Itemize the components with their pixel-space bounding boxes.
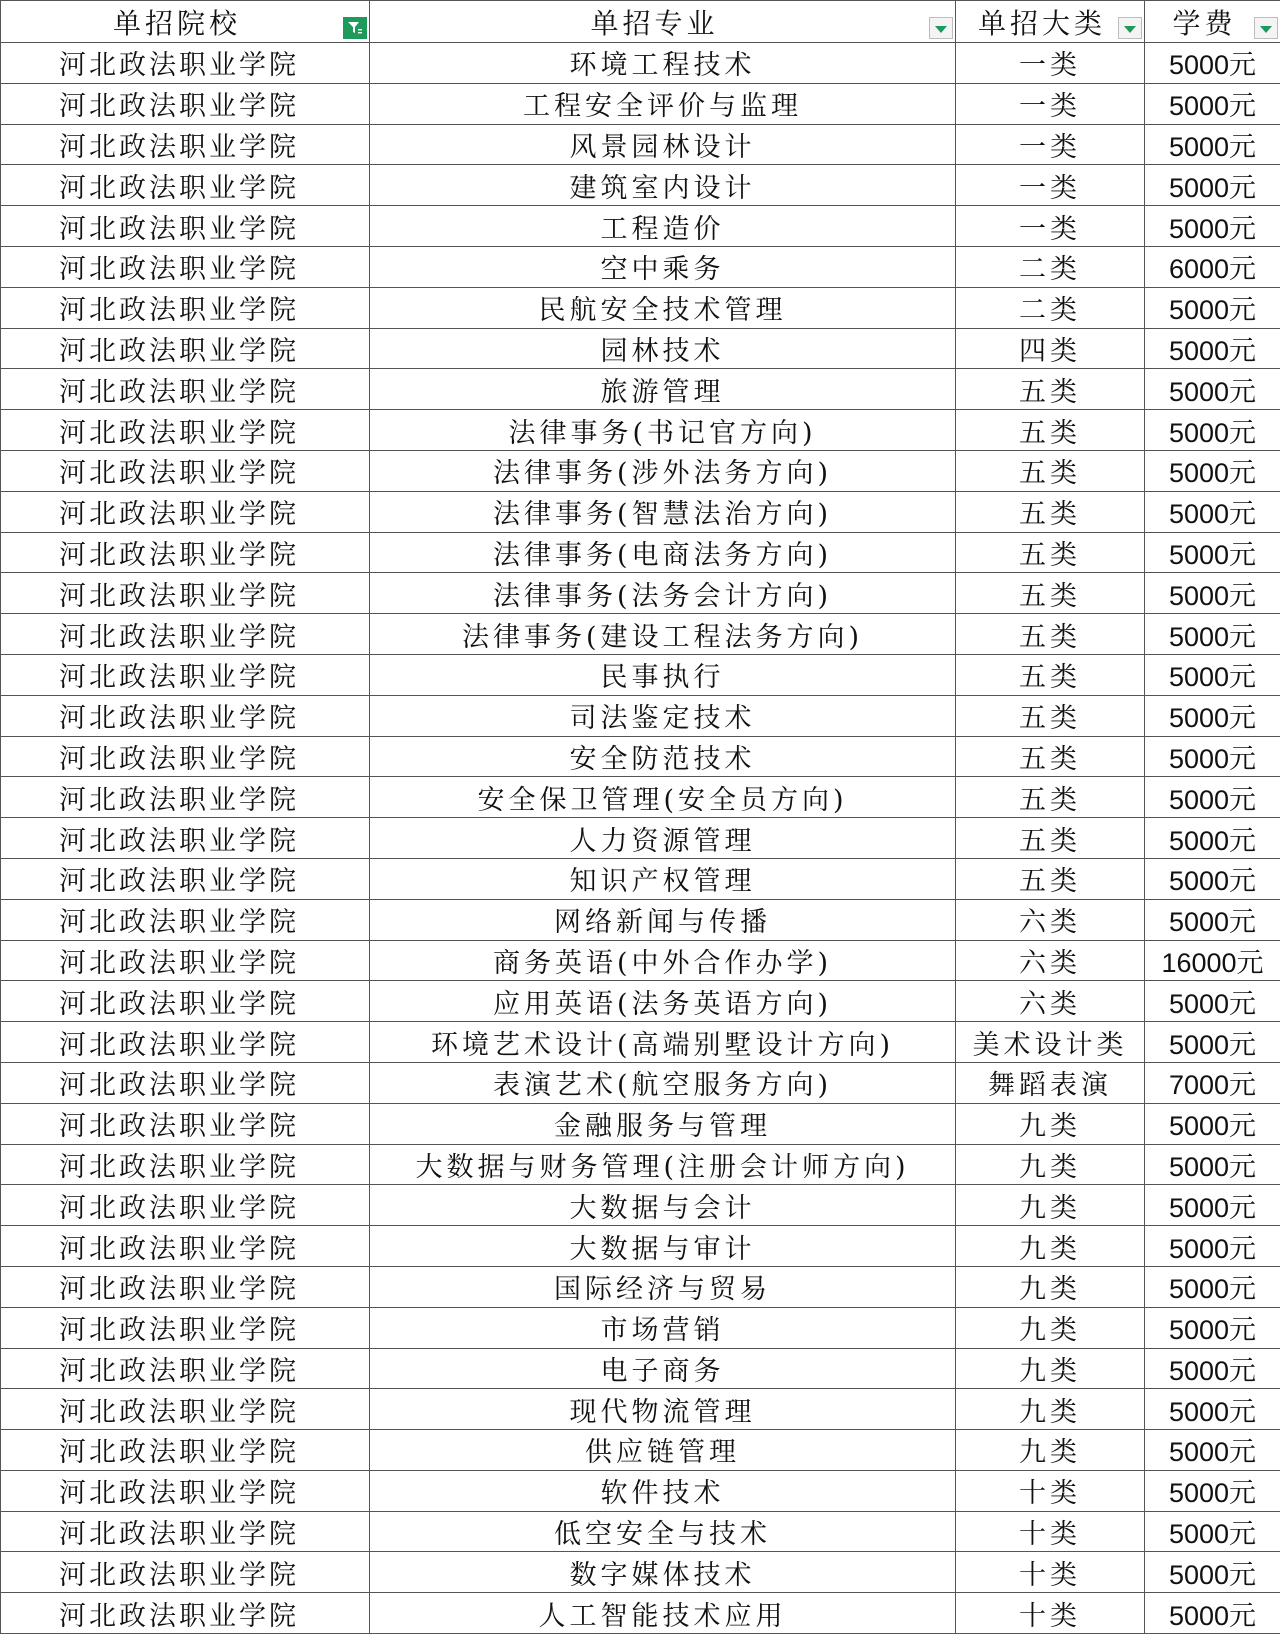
fee-amount: 5000 <box>1169 744 1229 774</box>
fee-unit: 元 <box>1229 132 1256 163</box>
fee-amount: 7000 <box>1169 1070 1229 1100</box>
cell-school[interactable]: 河北政法职业学院 <box>1 410 370 451</box>
cell-major[interactable]: 现代物流管理 <box>370 1389 956 1430</box>
fee-unit: 元 <box>1229 622 1256 653</box>
table-row <box>1 287 1280 328</box>
cell-fee[interactable] <box>1145 1511 1280 1552</box>
cell-category[interactable]: 五类 <box>956 818 1145 859</box>
cell-fee[interactable] <box>1145 165 1280 206</box>
major-filter-button[interactable] <box>929 17 953 39</box>
fee-amount: 5000 <box>1169 622 1229 652</box>
fee-amount: 5000 <box>1169 1030 1229 1060</box>
cell-category[interactable]: 五类 <box>956 777 1145 818</box>
cell-major[interactable]: 建筑室内设计 <box>370 165 956 206</box>
cell-category[interactable]: 五类 <box>956 450 1145 491</box>
cell-fee[interactable] <box>1145 450 1280 491</box>
fee-unit: 元 <box>1229 1152 1256 1183</box>
header-category-label: 单招大类 <box>978 2 1106 42</box>
cell-major[interactable]: 园林技术 <box>370 328 956 369</box>
cell-school[interactable]: 河北政法职业学院 <box>1 246 370 287</box>
cell-category[interactable]: 五类 <box>956 695 1145 736</box>
cell-major[interactable]: 法律事务(建设工程法务方向) <box>370 614 956 655</box>
cell-fee[interactable] <box>1145 818 1280 859</box>
cell-category[interactable]: 二类 <box>956 246 1145 287</box>
cell-school[interactable]: 河北政法职业学院 <box>1 1348 370 1389</box>
cell-category[interactable]: 九类 <box>956 1430 1145 1471</box>
cell-fee[interactable] <box>1145 124 1280 165</box>
fee-amount: 16000 <box>1161 948 1236 978</box>
cell-school[interactable]: 河北政法职业学院 <box>1 83 370 124</box>
table-row <box>1 83 1280 124</box>
cell-school[interactable]: 河北政法职业学院 <box>1 165 370 206</box>
fee-unit: 元 <box>1229 50 1256 81</box>
cell-major[interactable]: 人力资源管理 <box>370 818 956 859</box>
cell-school[interactable]: 河北政法职业学院 <box>1 369 370 410</box>
table-body <box>1 43 1280 1634</box>
cell-school[interactable]: 河北政法职业学院 <box>1 1144 370 1185</box>
fee-unit: 元 <box>1229 377 1256 408</box>
fee-unit: 元 <box>1229 1601 1256 1632</box>
cell-fee[interactable] <box>1145 573 1280 614</box>
fee-unit: 元 <box>1229 1193 1256 1224</box>
header-school-label: 单招院校 <box>113 2 241 42</box>
cell-major[interactable]: 法律事务(书记官方向) <box>370 410 956 451</box>
cell-school[interactable]: 河北政法职业学院 <box>1 654 370 695</box>
cell-category[interactable]: 一类 <box>956 83 1145 124</box>
cell-major[interactable]: 供应链管理 <box>370 1430 956 1471</box>
cell-fee[interactable] <box>1145 491 1280 532</box>
table-row <box>1 491 1280 532</box>
fee-unit: 元 <box>1229 336 1256 367</box>
cell-school[interactable]: 河北政法职业学院 <box>1 1307 370 1348</box>
cell-school[interactable]: 河北政法职业学院 <box>1 1389 370 1430</box>
cell-category[interactable]: 六类 <box>956 981 1145 1022</box>
header-row <box>1 1 1280 43</box>
fee-amount: 5000 <box>1169 1356 1229 1386</box>
cell-category[interactable]: 九类 <box>956 1307 1145 1348</box>
fee-unit: 元 <box>1229 1234 1256 1265</box>
fee-amount: 5000 <box>1169 1560 1229 1590</box>
fee-amount: 5000 <box>1169 907 1229 937</box>
funnel-filter-active-icon <box>347 20 363 36</box>
fee-amount: 5000 <box>1169 866 1229 896</box>
table-row <box>1 532 1280 573</box>
fee-unit: 元 <box>1229 1070 1256 1101</box>
fee-unit: 元 <box>1229 866 1256 897</box>
fee-unit: 元 <box>1229 1274 1256 1305</box>
cell-category[interactable]: 五类 <box>956 410 1145 451</box>
cell-major[interactable]: 环境艺术设计(高端别墅设计方向) <box>370 1022 956 1063</box>
cell-category[interactable]: 六类 <box>956 940 1145 981</box>
fee-amount: 5000 <box>1169 785 1229 815</box>
cell-school[interactable]: 河北政法职业学院 <box>1 450 370 491</box>
table-row <box>1 1103 1280 1144</box>
cell-major[interactable]: 电子商务 <box>370 1348 956 1389</box>
cell-category[interactable]: 九类 <box>956 1266 1145 1307</box>
cell-category[interactable]: 九类 <box>956 1348 1145 1389</box>
fee-unit: 元 <box>1229 1397 1256 1428</box>
cell-category[interactable]: 一类 <box>956 165 1145 206</box>
cell-category[interactable]: 一类 <box>956 206 1145 247</box>
cell-fee[interactable] <box>1145 1348 1280 1389</box>
fee-unit: 元 <box>1229 581 1256 612</box>
cell-school[interactable]: 河北政法职业学院 <box>1 1593 370 1634</box>
table-row <box>1 450 1280 491</box>
table-row <box>1 818 1280 859</box>
cell-major[interactable]: 数字媒体技术 <box>370 1552 956 1593</box>
fee-unit: 元 <box>1229 1519 1256 1550</box>
cell-school[interactable]: 河北政法职业学院 <box>1 1552 370 1593</box>
table-row <box>1 369 1280 410</box>
cell-category[interactable]: 五类 <box>956 369 1145 410</box>
cell-fee[interactable] <box>1145 1022 1280 1063</box>
table-row <box>1 654 1280 695</box>
cell-school[interactable]: 河北政法职业学院 <box>1 491 370 532</box>
cell-category[interactable]: 五类 <box>956 614 1145 655</box>
cell-school[interactable]: 河北政法职业学院 <box>1 206 370 247</box>
table-row <box>1 981 1280 1022</box>
table-row <box>1 1552 1280 1593</box>
cell-category[interactable]: 舞蹈表演 <box>956 1062 1145 1103</box>
cell-major[interactable]: 旅游管理 <box>370 369 956 410</box>
fee-unit: 元 <box>1229 1437 1256 1468</box>
cell-school[interactable]: 河北政法职业学院 <box>1 899 370 940</box>
cell-fee[interactable] <box>1145 1307 1280 1348</box>
cell-category[interactable]: 一类 <box>956 43 1145 84</box>
cell-school[interactable]: 河北政法职业学院 <box>1 614 370 655</box>
table-row <box>1 695 1280 736</box>
fee-amount: 5000 <box>1169 1478 1229 1508</box>
table-row <box>1 858 1280 899</box>
school-filter-button[interactable] <box>343 17 367 39</box>
table-row <box>1 410 1280 451</box>
header-category[interactable] <box>956 1 1145 43</box>
table-row <box>1 328 1280 369</box>
table-row <box>1 1470 1280 1511</box>
table-row <box>1 1348 1280 1389</box>
table-row <box>1 1266 1280 1307</box>
table-row <box>1 736 1280 777</box>
fee-amount: 5000 <box>1169 1315 1229 1345</box>
fee-unit: 元 <box>1229 173 1256 204</box>
header-major-label: 单招专业 <box>590 2 718 42</box>
fee-unit: 元 <box>1229 254 1256 285</box>
fee-amount: 5000 <box>1169 989 1229 1019</box>
fee-amount: 5000 <box>1169 1519 1229 1549</box>
fee-unit: 元 <box>1229 826 1256 857</box>
cell-school[interactable]: 河北政法职业学院 <box>1 940 370 981</box>
cell-category[interactable]: 五类 <box>956 532 1145 573</box>
cell-major[interactable]: 工程安全评价与监理 <box>370 83 956 124</box>
header-fee[interactable] <box>1145 1 1280 43</box>
cell-major[interactable]: 软件技术 <box>370 1470 956 1511</box>
cell-fee[interactable] <box>1145 777 1280 818</box>
cell-fee[interactable] <box>1145 83 1280 124</box>
fee-unit: 元 <box>1229 785 1256 816</box>
table-row <box>1 1144 1280 1185</box>
cell-major[interactable]: 工程造价 <box>370 206 956 247</box>
cell-major[interactable]: 表演艺术(航空服务方向) <box>370 1062 956 1103</box>
fee-unit: 元 <box>1229 1478 1256 1509</box>
fee-unit: 元 <box>1229 662 1256 693</box>
cell-category[interactable]: 十类 <box>956 1511 1145 1552</box>
cell-fee[interactable] <box>1145 287 1280 328</box>
cell-school[interactable]: 河北政法职业学院 <box>1 1470 370 1511</box>
table-row <box>1 899 1280 940</box>
cell-category[interactable]: 五类 <box>956 858 1145 899</box>
fee-unit: 元 <box>1229 499 1256 530</box>
table-row <box>1 1307 1280 1348</box>
fee-amount: 5000 <box>1169 418 1229 448</box>
cell-major[interactable]: 网络新闻与传播 <box>370 899 956 940</box>
cell-school[interactable]: 河北政法职业学院 <box>1 818 370 859</box>
dropdown-arrow-icon <box>1260 26 1272 33</box>
fee-amount: 5000 <box>1169 1437 1229 1467</box>
cell-fee[interactable] <box>1145 1185 1280 1226</box>
cell-fee[interactable] <box>1145 1430 1280 1471</box>
cell-major[interactable]: 大数据与会计 <box>370 1185 956 1226</box>
fee-amount: 5000 <box>1169 662 1229 692</box>
cell-fee[interactable] <box>1145 1144 1280 1185</box>
cell-category[interactable]: 十类 <box>956 1552 1145 1593</box>
fee-amount: 5000 <box>1169 703 1229 733</box>
header-fee-label: 学费 <box>1172 2 1236 42</box>
cell-category[interactable]: 五类 <box>956 573 1145 614</box>
table-row <box>1 1389 1280 1430</box>
fee-unit: 元 <box>1229 91 1256 122</box>
table-row <box>1 246 1280 287</box>
fee-amount: 5000 <box>1169 1234 1229 1264</box>
cell-school[interactable]: 河北政法职业学院 <box>1 573 370 614</box>
cell-category[interactable]: 二类 <box>956 287 1145 328</box>
cell-category[interactable]: 九类 <box>956 1144 1145 1185</box>
fee-amount: 5000 <box>1169 50 1229 80</box>
cell-category[interactable]: 九类 <box>956 1226 1145 1267</box>
cell-fee[interactable] <box>1145 1266 1280 1307</box>
cell-school[interactable]: 河北政法职业学院 <box>1 124 370 165</box>
cell-category[interactable]: 四类 <box>956 328 1145 369</box>
table-row <box>1 940 1280 981</box>
cell-school[interactable]: 河北政法职业学院 <box>1 1062 370 1103</box>
fee-unit: 元 <box>1229 295 1256 326</box>
fee-amount: 5000 <box>1169 499 1229 529</box>
header-school[interactable] <box>1 1 370 43</box>
cell-major[interactable]: 法律事务(涉外法务方向) <box>370 450 956 491</box>
cell-school[interactable]: 河北政法职业学院 <box>1 1103 370 1144</box>
cell-major[interactable]: 法律事务(法务会计方向) <box>370 573 956 614</box>
cell-category[interactable]: 九类 <box>956 1389 1145 1430</box>
fee-unit: 元 <box>1229 1111 1256 1142</box>
cell-major[interactable]: 环境工程技术 <box>370 43 956 84</box>
table-row <box>1 1226 1280 1267</box>
fee-amount: 5000 <box>1169 1601 1229 1631</box>
fee-amount: 5000 <box>1169 458 1229 488</box>
cell-major[interactable]: 法律事务(电商法务方向) <box>370 532 956 573</box>
cell-major[interactable]: 空中乘务 <box>370 246 956 287</box>
cell-fee[interactable] <box>1145 1593 1280 1634</box>
cell-school[interactable]: 河北政法职业学院 <box>1 287 370 328</box>
table-row <box>1 614 1280 655</box>
cell-fee[interactable] <box>1145 940 1280 981</box>
table-row <box>1 573 1280 614</box>
cell-major[interactable]: 国际经济与贸易 <box>370 1266 956 1307</box>
fee-amount: 5000 <box>1169 132 1229 162</box>
dropdown-arrow-icon <box>1124 26 1136 33</box>
cell-category[interactable]: 九类 <box>956 1103 1145 1144</box>
fee-amount: 5000 <box>1169 540 1229 570</box>
dropdown-arrow-icon <box>935 26 947 33</box>
fee-unit: 元 <box>1237 948 1264 979</box>
table-row <box>1 1062 1280 1103</box>
cell-fee[interactable] <box>1145 1389 1280 1430</box>
cell-fee[interactable] <box>1145 614 1280 655</box>
fee-unit: 元 <box>1229 540 1256 571</box>
category-filter-button[interactable] <box>1118 17 1142 39</box>
cell-category[interactable]: 十类 <box>956 1593 1145 1634</box>
cell-fee[interactable] <box>1145 328 1280 369</box>
cell-category[interactable]: 五类 <box>956 491 1145 532</box>
table-row <box>1 1511 1280 1552</box>
cell-major[interactable]: 安全防范技术 <box>370 736 956 777</box>
fee-amount: 6000 <box>1169 254 1229 284</box>
cell-school[interactable]: 河北政法职业学院 <box>1 532 370 573</box>
cell-major[interactable]: 人工智能技术应用 <box>370 1593 956 1634</box>
fee-unit: 元 <box>1229 744 1256 775</box>
fee-amount: 5000 <box>1169 91 1229 121</box>
cell-major[interactable]: 应用英语(法务英语方向) <box>370 981 956 1022</box>
cell-fee[interactable] <box>1145 654 1280 695</box>
cell-school[interactable]: 河北政法职业学院 <box>1 1022 370 1063</box>
cell-fee[interactable] <box>1145 246 1280 287</box>
fee-amount: 5000 <box>1169 377 1229 407</box>
cell-school[interactable]: 河北政法职业学院 <box>1 1185 370 1226</box>
cell-major[interactable]: 风景园林设计 <box>370 124 956 165</box>
cell-school[interactable]: 河北政法职业学院 <box>1 1226 370 1267</box>
cell-category[interactable]: 五类 <box>956 736 1145 777</box>
cell-major[interactable]: 大数据与财务管理(注册会计师方向) <box>370 1144 956 1185</box>
cell-major[interactable]: 金融服务与管理 <box>370 1103 956 1144</box>
cell-major[interactable]: 市场营销 <box>370 1307 956 1348</box>
table-row <box>1 777 1280 818</box>
cell-category[interactable]: 一类 <box>956 124 1145 165</box>
cell-school[interactable]: 河北政法职业学院 <box>1 736 370 777</box>
fee-unit: 元 <box>1229 1560 1256 1591</box>
fee-unit: 元 <box>1229 1315 1256 1346</box>
fee-amount: 5000 <box>1169 581 1229 611</box>
cell-fee[interactable] <box>1145 981 1280 1022</box>
cell-school[interactable]: 河北政法职业学院 <box>1 1430 370 1471</box>
cell-fee[interactable] <box>1145 1103 1280 1144</box>
cell-fee[interactable] <box>1145 1470 1280 1511</box>
cell-category[interactable]: 九类 <box>956 1185 1145 1226</box>
cell-school[interactable]: 河北政法职业学院 <box>1 858 370 899</box>
fee-unit: 元 <box>1229 907 1256 938</box>
fee-unit: 元 <box>1229 1030 1256 1061</box>
fee-unit: 元 <box>1229 989 1256 1020</box>
fee-amount: 5000 <box>1169 295 1229 325</box>
cell-fee[interactable] <box>1145 899 1280 940</box>
table-row <box>1 1022 1280 1063</box>
cell-school[interactable]: 河北政法职业学院 <box>1 1511 370 1552</box>
cell-major[interactable]: 民航安全技术管理 <box>370 287 956 328</box>
cell-school[interactable]: 河北政法职业学院 <box>1 43 370 84</box>
fee-filter-button[interactable] <box>1254 17 1278 39</box>
cell-fee[interactable] <box>1145 858 1280 899</box>
fee-amount: 5000 <box>1169 1152 1229 1182</box>
cell-fee[interactable] <box>1145 695 1280 736</box>
cell-school[interactable]: 河北政法职业学院 <box>1 695 370 736</box>
fee-unit: 元 <box>1229 1356 1256 1387</box>
cell-major[interactable]: 法律事务(智慧法治方向) <box>370 491 956 532</box>
cell-major[interactable]: 大数据与审计 <box>370 1226 956 1267</box>
cell-major[interactable]: 司法鉴定技术 <box>370 695 956 736</box>
fee-amount: 5000 <box>1169 173 1229 203</box>
cell-category[interactable]: 五类 <box>956 654 1145 695</box>
table-row <box>1 43 1280 84</box>
cell-major[interactable]: 低空安全与技术 <box>370 1511 956 1552</box>
fee-amount: 5000 <box>1169 826 1229 856</box>
table-row <box>1 1430 1280 1471</box>
cell-fee[interactable] <box>1145 1552 1280 1593</box>
table-row <box>1 1185 1280 1226</box>
fee-amount: 5000 <box>1169 1193 1229 1223</box>
cell-fee[interactable] <box>1145 736 1280 777</box>
cell-category[interactable]: 六类 <box>956 899 1145 940</box>
cell-fee[interactable] <box>1145 532 1280 573</box>
cell-school[interactable]: 河北政法职业学院 <box>1 328 370 369</box>
cell-fee[interactable] <box>1145 410 1280 451</box>
cell-major[interactable]: 商务英语(中外合作办学) <box>370 940 956 981</box>
table-row <box>1 1593 1280 1634</box>
fee-amount: 5000 <box>1169 1274 1229 1304</box>
fee-amount: 5000 <box>1169 336 1229 366</box>
cell-school[interactable]: 河北政法职业学院 <box>1 981 370 1022</box>
fee-unit: 元 <box>1229 418 1256 449</box>
cell-fee[interactable] <box>1145 1226 1280 1267</box>
cell-fee[interactable] <box>1145 1062 1280 1103</box>
fee-amount: 5000 <box>1169 214 1229 244</box>
table-row <box>1 206 1280 247</box>
cell-major[interactable]: 民事执行 <box>370 654 956 695</box>
fee-amount: 5000 <box>1169 1397 1229 1427</box>
cell-fee[interactable] <box>1145 369 1280 410</box>
cell-major[interactable]: 知识产权管理 <box>370 858 956 899</box>
header-major[interactable] <box>370 1 956 43</box>
fee-amount: 5000 <box>1169 1111 1229 1141</box>
cell-school[interactable]: 河北政法职业学院 <box>1 1266 370 1307</box>
cell-fee[interactable] <box>1145 43 1280 84</box>
cell-category[interactable]: 十类 <box>956 1470 1145 1511</box>
cell-fee[interactable] <box>1145 206 1280 247</box>
cell-school[interactable]: 河北政法职业学院 <box>1 777 370 818</box>
table-row <box>1 165 1280 206</box>
table-row <box>1 124 1280 165</box>
cell-major[interactable]: 安全保卫管理(安全员方向) <box>370 777 956 818</box>
fee-unit: 元 <box>1229 703 1256 734</box>
cell-category[interactable]: 美术设计类 <box>956 1022 1145 1063</box>
fee-unit: 元 <box>1229 458 1256 489</box>
fee-unit: 元 <box>1229 214 1256 245</box>
